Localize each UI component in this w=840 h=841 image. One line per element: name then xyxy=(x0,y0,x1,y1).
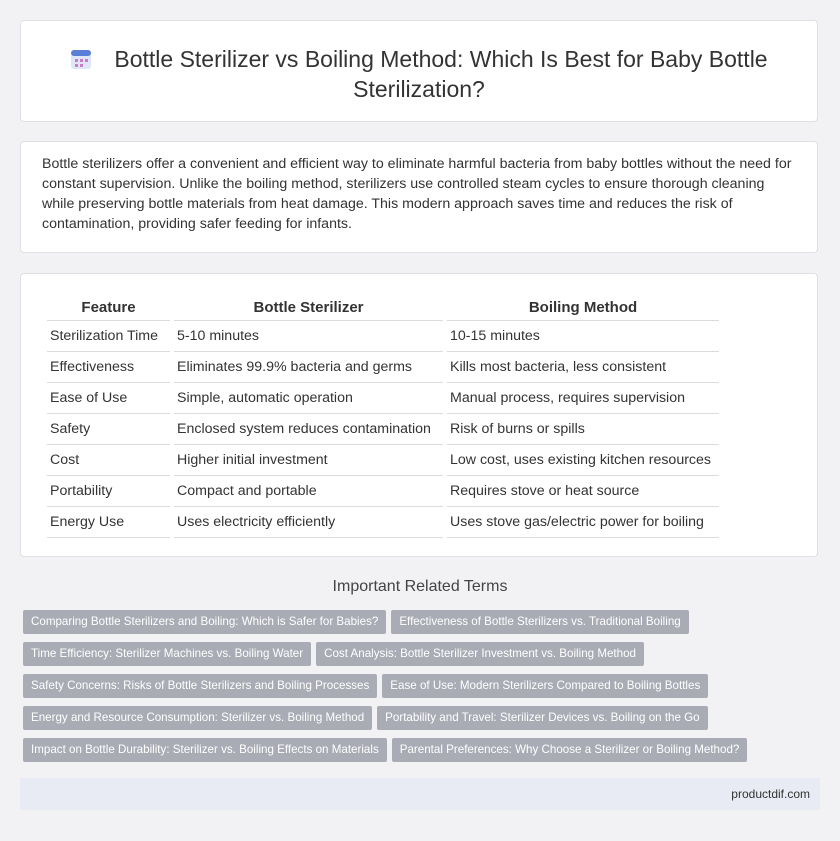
related-term-tag[interactable]: Portability and Travel: Sterilizer Devices vs. Boiling on the Go xyxy=(377,706,707,730)
table-cell: Effectiveness xyxy=(47,352,170,383)
table-cell: Compact and portable xyxy=(174,476,443,507)
table-cell: Low cost, uses existing kitchen resources xyxy=(447,445,719,476)
table-row xyxy=(47,414,719,445)
table-row xyxy=(47,507,719,538)
intro-paragraph: Bottle sterilizers offer a convenient and efficient way to eliminate harmful bacteria from baby bottles without the need for constant supervision. Unlike the boiling method, sterilizers use controlled steam cycles to ensure thorough cleaning while preserving bottle materials from heat damage. This modern approach saves time and reduces the risk of contamination, providing safer feeding for infants. xyxy=(42,156,792,232)
tag-row xyxy=(23,674,823,706)
table-cell: Risk of burns or spills xyxy=(447,414,719,445)
table-cell: Uses electricity efficiently xyxy=(174,507,443,538)
tag-row xyxy=(23,738,823,770)
table-cell: Portability xyxy=(47,476,170,507)
related-term-tag[interactable]: Ease of Use: Modern Sterilizers Compared to Boiling Bottles xyxy=(382,674,708,698)
table-cell: Uses stove gas/electric power for boiling xyxy=(447,507,719,538)
related-term-tag[interactable]: Effectiveness of Bottle Sterilizers vs. Traditional Boiling xyxy=(391,610,688,634)
table-cell: 10-15 minutes xyxy=(447,321,719,352)
table-cell: Higher initial investment xyxy=(174,445,443,476)
table-cell: Cost xyxy=(47,445,170,476)
header-boiling-method: Boiling Method xyxy=(447,294,719,321)
table-header-row xyxy=(47,294,719,321)
table-row xyxy=(47,321,719,352)
related-term-tag[interactable]: Safety Concerns: Risks of Bottle Sterilizers and Boiling Processes xyxy=(23,674,377,698)
table-cell: Kills most bacteria, less consistent xyxy=(447,352,719,383)
page-title: Bottle Sterilizer vs Boiling Method: Which Is Best for Baby Bottle Sterilization? xyxy=(114,46,768,102)
tag-row xyxy=(23,642,823,674)
related-term-tag[interactable]: Cost Analysis: Bottle Sterilizer Investment vs. Boiling Method xyxy=(316,642,644,666)
related-term-tag[interactable]: Time Efficiency: Sterilizer Machines vs. Boiling Water xyxy=(23,642,311,666)
table-cell: Sterilization Time xyxy=(47,321,170,352)
table-row xyxy=(47,383,719,414)
related-term-tag[interactable]: Impact on Bottle Durability: Sterilizer vs. Boiling Effects on Materials xyxy=(23,738,387,762)
calendar-icon xyxy=(70,47,92,69)
table-cell: 5-10 minutes xyxy=(174,321,443,352)
related-term-tag[interactable]: Parental Preferences: Why Choose a Sterilizer or Boiling Method? xyxy=(392,738,748,762)
tag-row xyxy=(23,610,823,642)
comparison-table xyxy=(43,294,723,538)
table-row xyxy=(47,445,719,476)
related-terms-heading: Important Related Terms xyxy=(332,578,508,595)
table-cell: Safety xyxy=(47,414,170,445)
header-feature: Feature xyxy=(47,294,170,321)
related-term-tag[interactable]: Comparing Bottle Sterilizers and Boiling: Which is Safer for Babies? xyxy=(23,610,386,634)
table-cell: Eliminates 99.9% bacteria and germs xyxy=(174,352,443,383)
page-title-wrap xyxy=(61,44,777,104)
tag-row xyxy=(23,706,823,738)
related-term-tag[interactable]: Energy and Resource Consumption: Sterilizer vs. Boiling Method xyxy=(23,706,372,730)
table-cell: Energy Use xyxy=(47,507,170,538)
table-row xyxy=(47,476,719,507)
table-cell: Manual process, requires supervision xyxy=(447,383,719,414)
table-row xyxy=(47,352,719,383)
table-cell: Ease of Use xyxy=(47,383,170,414)
intro-card xyxy=(20,141,818,253)
related-terms-list xyxy=(23,610,823,770)
header-bottle-sterilizer: Bottle Sterilizer xyxy=(174,294,443,321)
header-card xyxy=(20,20,818,122)
table-cell: Requires stove or heat source xyxy=(447,476,719,507)
table-cell: Enclosed system reduces contamination xyxy=(174,414,443,445)
footer xyxy=(20,778,820,810)
footer-site-link[interactable]: productdif.com xyxy=(731,787,810,801)
comparison-card xyxy=(20,273,818,557)
table-cell: Simple, automatic operation xyxy=(174,383,443,414)
